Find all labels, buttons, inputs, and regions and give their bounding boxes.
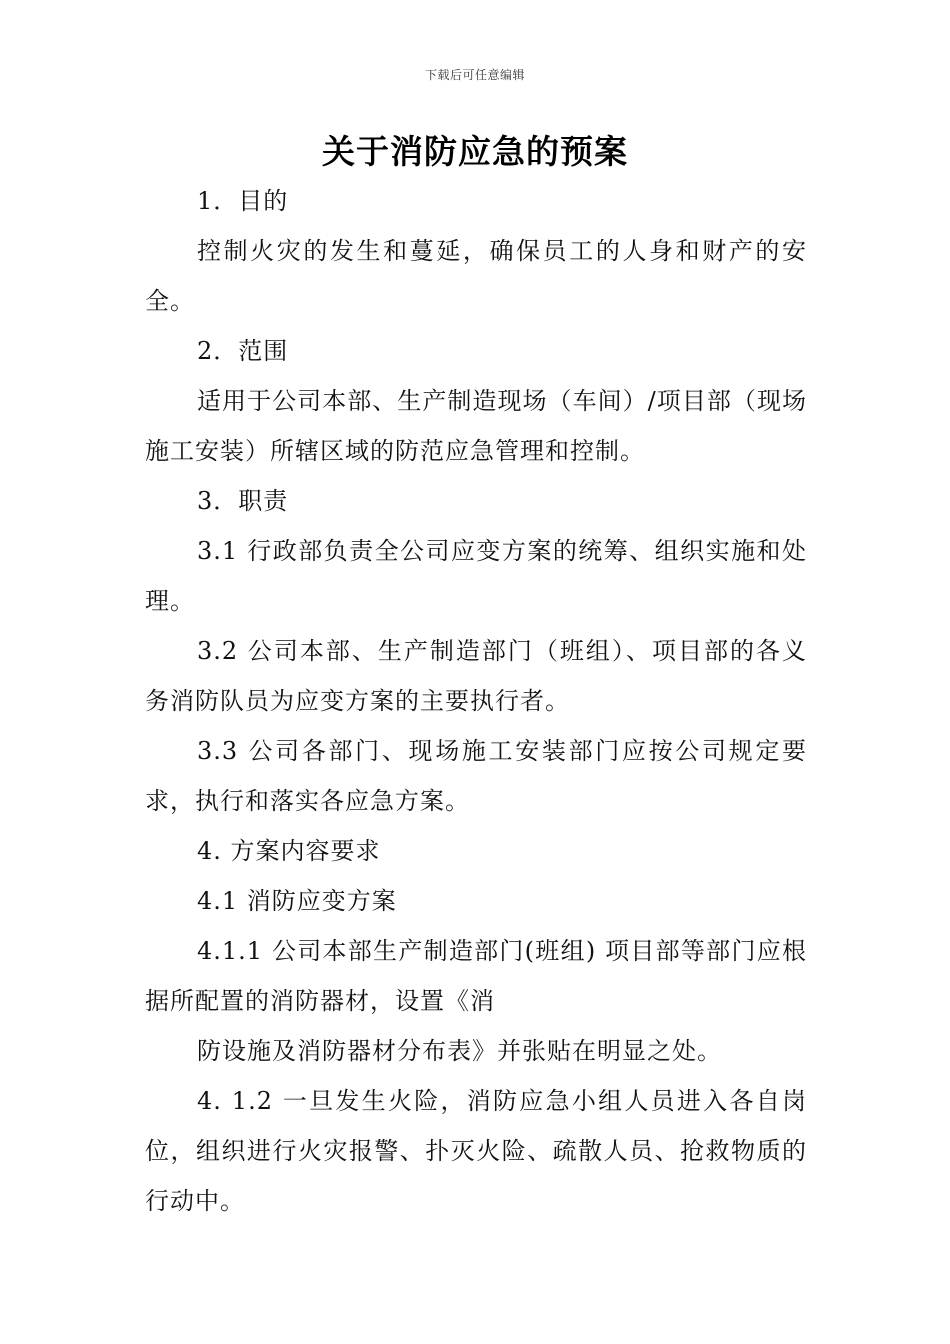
section-4-1-1-continuation: 防设施及消防器材分布表》并张贴在明显之处。: [197, 1037, 722, 1065]
section-4-heading: 4. 方案内容要求: [197, 837, 381, 865]
section-2-body: 适用于公司本部、生产制造现场（车间）/项目部（现场施工安装）所辖区域的防范应急管理和控制。: [145, 387, 807, 465]
header-note: 下载后可任意编辑: [424, 68, 525, 82]
section-4-1-1-paragraph: 4.1.1 公司本部生产制造部门(班组) 项目部等部门应根据所配置的消防器材，设置《消: [145, 937, 807, 1015]
section-3-heading: 3．职责: [197, 487, 289, 515]
section-3-1-paragraph: 3.1 行政部负责全公司应变方案的统筹、组织实施和处理。: [145, 537, 807, 615]
section-4-1-heading: 4.1 消防应变方案: [197, 887, 397, 915]
document-title: 关于消防应急的预案: [322, 132, 628, 171]
section-4-1-2-paragraph: 4. 1.2 一旦发生火险，消防应急小组人员进入各自岗位，组织进行火灾报警、扑灭火险、疏散人员、抢救物质的行动中。: [145, 1087, 807, 1215]
section-3-3-paragraph: 3.3 公司各部门、现场施工安装部门应按公司规定要求，执行和落实各应急方案。: [145, 737, 807, 815]
document-body: [145, 176, 807, 1226]
section-3-2-paragraph: 3.2 公司本部、生产制造部门（班组）、项目部的各义务消防队员为应变方案的主要执行者。: [145, 637, 807, 715]
section-1-heading: 1．目的: [197, 187, 289, 215]
section-1-body: 控制火灾的发生和蔓延，确保员工的人身和财产的安全。: [145, 237, 807, 315]
section-2-heading: 2．范围: [197, 337, 289, 365]
